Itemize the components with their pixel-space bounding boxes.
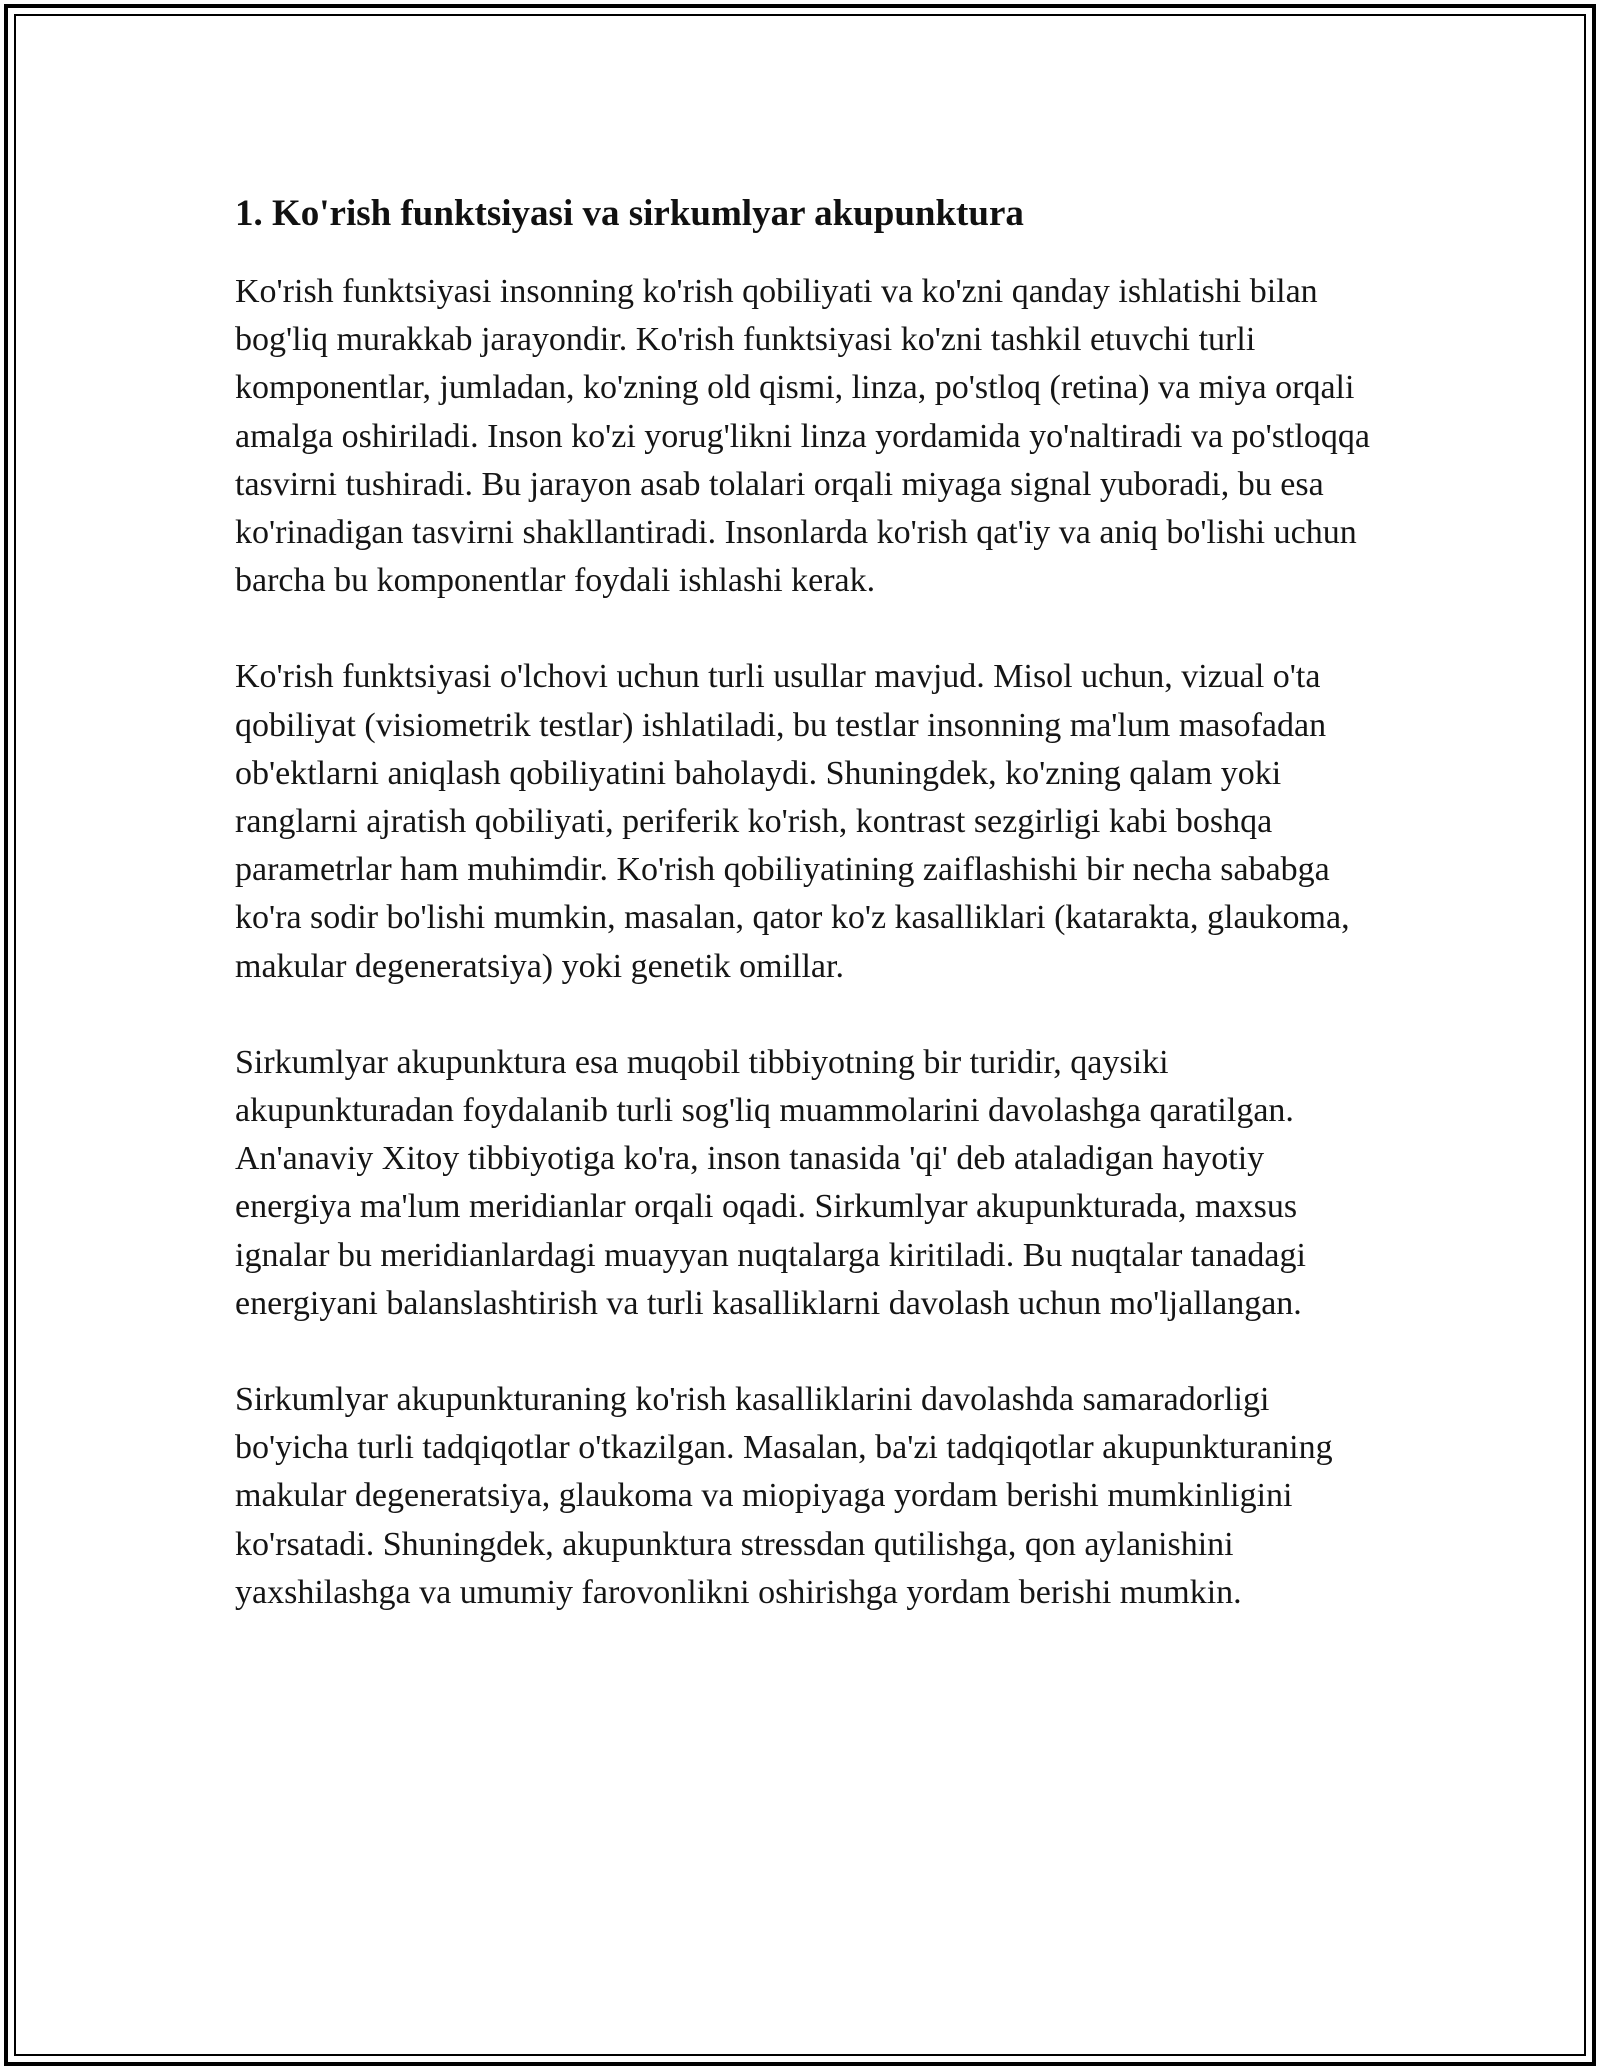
- paragraph-vision-measurement: Ko'rish funktsiyasi o'lchovi uchun turli usullar mavjud. Misol uchun, vizual o'ta qobiliyat (visiometrik testlar) ishlatiladi, bu testlar insonning ma'lum masofadan ob'ektlarni aniqlash qobiliyatini baholaydi. Shuningdek, ko'zning qalam yoki ranglarni ajratish qobiliyati, periferik ko'rish, kontrast sezgirligi kabi boshqa parametrlar ham muhimdir. Ko'rish qobiliyatining zaiflashishi bir necha sababga ko'ra sodir bo'lishi mumkin, masalan, qator ko'z kasalliklari (katarakta, glaukoma, makular degeneratsiya) yoki genetik omillar.: [235, 658, 1350, 985]
- paragraph-acupuncture-research: Sirkumlyar akupunkturaning ko'rish kasalliklarini davolashda samaradorligi bo'yicha turli tadqiqotlar o'tkazilgan. Masalan, ba'zi tadqiqotlar akupunkturaning makular degeneratsiya, glaukoma va miopiyaga yordam berishi mumkinligini ko'rsatadi. Shuningdek, akupunktura stressdan qutilishga, qon aylanishini yaxshilashga va umumiy farovonlikni oshirishga yordam berishi mumkin.: [235, 1381, 1333, 1611]
- paragraph-circumlar-acupuncture: Sirkumlyar akupunktura esa muqobil tibbiyotning bir turidir, qaysiki akupunkturadan foydalanib turli sog'liq muammolarini davolashga qaratilgan. An'anaviy Xitoy tibbiyotiga ko'ra, inson tanasida 'qi' deb ataladigan hayotiy energiya ma'lum meridianlar orqali oqadi. Sirkumlyar akupunkturada, maxsus ignalar bu meridianlardagi muayyan nuqtalarga kiritiladi. Bu nuqtalar tanadagi energiyani balanslashtirish va turli kasalliklarni davolash uchun mo'ljallangan.: [235, 1043, 1306, 1322]
- paragraph-vision-function: Ko'rish funktsiyasi insonning ko'rish qobiliyati va ko'zni qanday ishlatishi bilan bog'liq murakkab jarayondir. Ko'rish funktsiyasi ko'zni tashkil etuvchi turli komponentlar, jumladan, ko'zning old qismi, linza, po'stloq (retina) va miya orqali amalga oshiriladi. Inson ko'zi yorug'likni linza yordamida yo'naltiradi va po'stloqqa tasvirni tushiradi. Bu jarayon asab tolalari orqali miyaga signal yuboradi, bu esa ko'rinadigan tasvirni shakllantiradi. Insonlarda ko'rish qat'iy va aniq bo'lishi uchun barcha bu komponentlar foydali ishlashi kerak.: [235, 273, 1370, 600]
- document-body: [235, 186, 1385, 1665]
- section-heading: 1. Ko'rish funktsiyasi va sirkumlyar akupunktura: [235, 193, 1024, 234]
